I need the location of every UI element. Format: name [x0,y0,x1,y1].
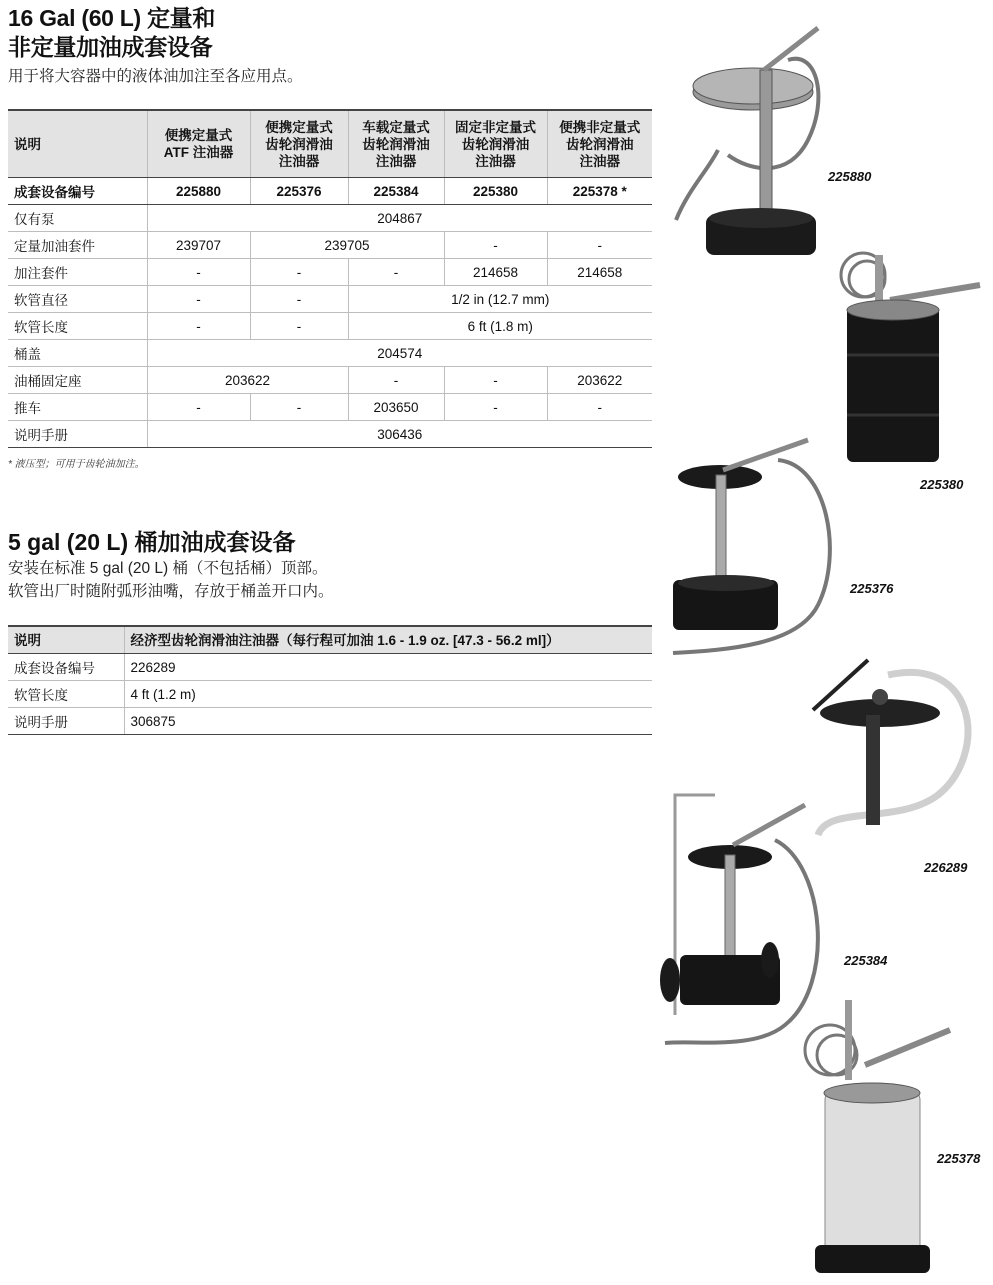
row-label: 桶盖 [8,340,147,367]
section1-title [8,4,215,62]
section2-desc-line1: 安装在标准 5 gal (20 L) 桶（不包括桶）顶部。 [8,560,328,577]
row-label: 软管直径 [8,286,147,313]
header-col5-line1: 便携非定量式 [559,119,641,135]
table-row-lid [8,340,652,367]
cell: - [444,394,547,421]
row-label: 软管长度 [8,681,124,708]
header-col2-line1: 便携定量式 [265,119,333,135]
header-col4-line3: 注油器 [475,153,516,169]
cell: - [444,367,547,394]
cell: - [250,259,348,286]
cell: 214658 [444,259,547,286]
header-col4-line1: 固定非定量式 [455,119,536,135]
row-label: 成套设备编号 [8,178,147,205]
cell: 203650 [348,394,444,421]
header-col5-line2: 齿轮润滑油 [566,136,634,152]
cell: - [147,259,250,286]
cell: 4 ft (1.2 m) [124,681,652,708]
table-row-hose-diameter [8,286,652,313]
cell: 203622 [147,367,348,394]
row-label: 仅有泵 [8,205,147,232]
section2-desc-line2: 软管出厂时随附弧形油嘴，存放于桶盖开口内。 [8,583,334,600]
header-value: 经济型齿轮润滑油注油器（每行程可加油 1.6 - 1.9 oz. [47.3 - 56.2 ml]） [124,626,652,654]
cell: 239707 [147,232,250,259]
header-label: 说明 [8,626,124,654]
cell: 214658 [547,259,652,286]
header-col1-line1: 便携定量式 [164,128,233,143]
footnote: * 液压型；可用于齿轮油加注。 [8,459,145,470]
caption-225376: 225376 [850,581,894,596]
cell: - [547,394,652,421]
header-col1 [147,110,250,178]
cell: - [250,286,348,313]
table-row-meter-kit [8,232,652,259]
header-col3 [348,110,444,178]
table-row-pump-only [8,205,652,232]
cell: 306436 [147,421,652,448]
header-label: 说明 [8,110,147,178]
table-row-drum-base [8,367,652,394]
product-table-16gal [8,109,652,448]
cell: 225378 * [547,178,652,205]
header-col2 [250,110,348,178]
row-label: 加注套件 [8,259,147,286]
table-header-row [8,110,652,178]
product-image-225880 [668,20,838,270]
product-image-225378 [795,995,955,1280]
header-col3-line1: 车载定量式 [362,119,430,135]
cell: - [444,232,547,259]
row-label: 软管长度 [8,313,147,340]
row-label: 成套设备编号 [8,654,124,681]
table-row [8,654,652,681]
product-image-225376 [668,435,843,660]
table-row [8,681,652,708]
cell: 225376 [250,178,348,205]
section2-title: 5 gal (20 L) 桶加油成套设备 [8,529,296,555]
cell: 226289 [124,654,652,681]
section1-title-line1: 16 Gal (60 L) 定量和 [8,5,216,31]
row-label: 推车 [8,394,147,421]
product-table-5gal [8,625,652,735]
cell: 239705 [250,232,444,259]
header-col2-line2: 齿轮润滑油 [265,136,333,152]
row-label: 定量加油套件 [8,232,147,259]
section1-subtitle: 用于将大容器中的液体油加注至各应用点。 [8,68,303,85]
table-header-row [8,626,652,654]
table-row-hose-length [8,313,652,340]
header-col2-line3: 注油器 [278,153,320,169]
caption-225380: 225380 [920,477,964,492]
cell: 306875 [124,708,652,735]
row-label: 说明手册 [8,708,124,735]
caption-225880: 225880 [828,169,872,184]
cell: - [348,259,444,286]
cell: - [250,394,348,421]
header-col4-line2: 齿轮润滑油 [461,136,530,152]
table-row-fill-kit [8,259,652,286]
cell: - [147,313,250,340]
cell: 203622 [547,367,652,394]
cell: 225380 [444,178,547,205]
row-label: 油桶固定座 [8,367,147,394]
cell: - [547,232,652,259]
header-col4 [444,110,547,178]
cell: 225384 [348,178,444,205]
cell: 204867 [147,205,652,232]
table-row [8,708,652,735]
cell: 225880 [147,178,250,205]
header-col5 [547,110,652,178]
caption-225384: 225384 [844,953,888,968]
header-col3-line3: 注油器 [375,153,417,169]
header-col3-line2: 齿轮润滑油 [362,136,430,152]
cell: - [348,367,444,394]
cell: - [147,286,250,313]
table-row-manual [8,421,652,448]
row-label: 说明手册 [8,421,147,448]
table-row-kit-number [8,178,652,205]
cell: 6 ft (1.8 m) [348,313,652,340]
cell: - [147,394,250,421]
header-col1-line2: ATF 注油器 [163,145,234,160]
caption-225378: 225378 [937,1151,981,1166]
header-col5-line3: 注油器 [579,153,620,169]
section1-title-line2: 非定量加油成套设备 [8,34,213,60]
cell: - [250,313,348,340]
caption-226289: 226289 [924,860,968,875]
table-row-cart [8,394,652,421]
cell: 1/2 in (12.7 mm) [348,286,652,313]
cell: 204574 [147,340,652,367]
